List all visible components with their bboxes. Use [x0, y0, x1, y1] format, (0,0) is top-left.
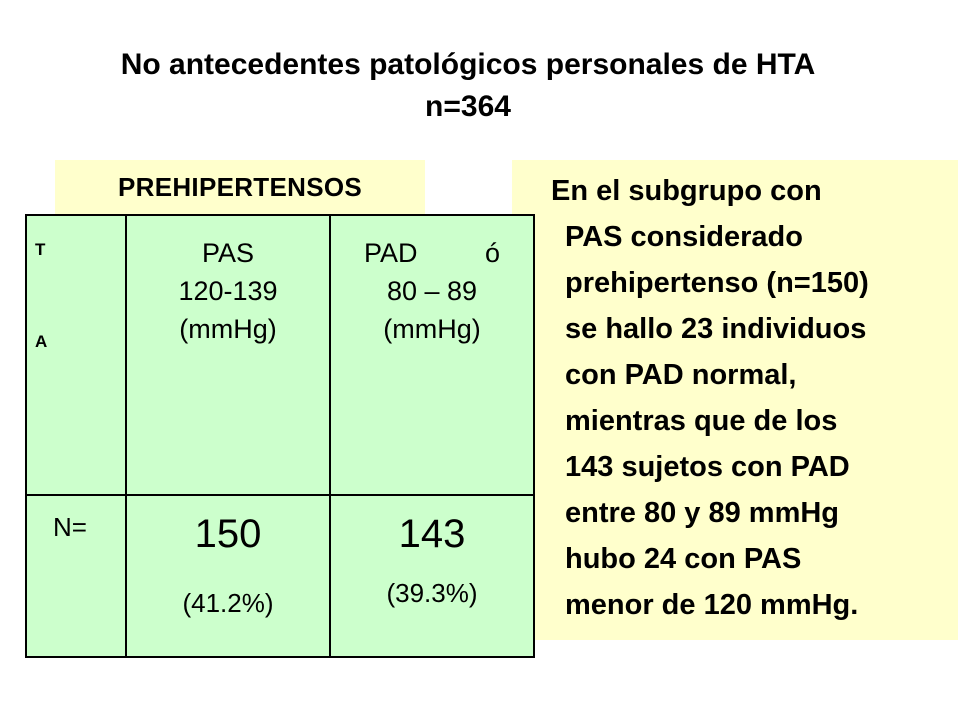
page-title: [0, 44, 936, 128]
note-line: hubo 24 con PAS: [565, 543, 802, 575]
pad-count: 143: [398, 512, 466, 556]
col-header-pas-line: (mmHg): [179, 314, 277, 344]
col-header-pas-line: 120-139: [178, 276, 278, 306]
n-label: N=: [53, 512, 87, 542]
pas-percent: (41.2%): [182, 588, 274, 618]
note-line: menor de 120 mmHg.: [565, 589, 859, 621]
note-line: entre 80 y 89 mmHg: [565, 497, 840, 529]
note-line: con PAD normal,: [565, 359, 797, 391]
col-header-pad-line: (mmHg): [383, 314, 481, 344]
prehipertensos-badge: PREHIPERTENSOS: [55, 160, 425, 214]
note-line: se hallo 23 individuos: [565, 313, 867, 345]
table-divider-h: [27, 494, 533, 496]
col-header-pad-line: PAD ó: [363, 238, 501, 268]
pad-percent: (39.3%): [386, 578, 478, 608]
col-header-pas: [127, 234, 329, 348]
note-line: En el subgrupo con: [551, 175, 822, 207]
col-header-pad-line: 80 – 89: [386, 276, 478, 306]
title-line-2: n=364: [425, 90, 511, 123]
col-header-pas-line: PAS: [201, 238, 255, 268]
row-label-t: T: [35, 240, 46, 259]
note-text: [551, 168, 955, 628]
note-line: PAS considerado: [565, 221, 803, 253]
data-table: [25, 214, 535, 658]
note-line: 143 sujetos con PAD: [565, 451, 850, 483]
row-label-a: A: [35, 332, 48, 351]
note-line: mientras que de los: [565, 405, 838, 437]
title-line-1: No antecedentes patológicos personales de HTA: [120, 48, 816, 81]
pas-count: 150: [194, 512, 262, 556]
note-line: prehipertenso (n=150): [565, 267, 869, 299]
col-header-pad: [331, 234, 533, 348]
